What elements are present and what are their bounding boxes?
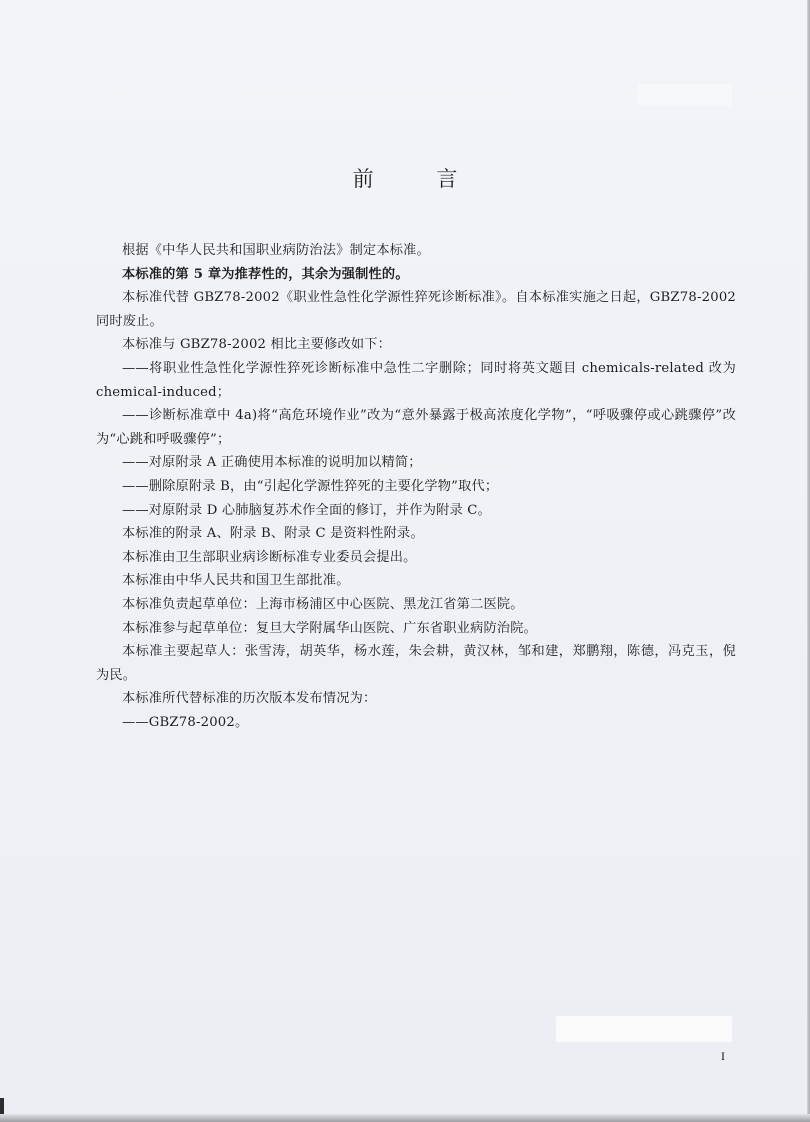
paragraph: 本标准负责起草单位：上海市杨浦区中心医院、黑龙江省第二医院。 [122,596,524,612]
faded-stamp-mark [638,84,732,106]
paragraph: 本标准由中华人民共和国卫生部批准。 [122,573,350,589]
paragraph: ——GBZ78-2002。 [122,714,249,730]
paragraph: 本标准代替 GBZ78-2002《职业性急性化学源性猝死诊断标准》。自本标准实施之日起，GBZ78-2002同时废止。 [96,290,736,329]
paragraph: 本标准由卫生部职业病诊断标准专业委员会提出。 [122,549,417,565]
paragraph: 本标准的附录 A、附录 B、附录 C 是资料性附录。 [122,526,424,542]
paragraph: ——对原附录 D 心肺脑复苏术作全面的修订，并作为附录 C。 [122,502,491,518]
paragraph: 本标准主要起草人：张雪涛，胡英华，杨水莲，朱会耕，黄汉林，邹和建，郑鹏翔，陈德，冯克玉，倪为民。 [96,644,736,683]
paragraph: 本标准所代替标准的历次版本发布情况为： [122,691,377,707]
scan-edge [0,1114,810,1122]
paragraph: 本标准参与起草单位：复旦大学附属华山医院、广东省职业病防治院。 [122,620,538,636]
faded-stamp-mark [556,1016,732,1042]
scan-edge [0,1098,4,1114]
paragraph-bold: 本标准的第 5 章为推荐性的，其余为强制性的。 [122,266,409,282]
paragraph: 根据《中华人民共和国职业病防治法》制定本标准。 [122,243,430,258]
paragraph: ——删除原附录 B，由“引起化学源性猝死的主要化学物”取代； [122,478,499,494]
paragraph: 本标准与 GBZ78-2002 相比主要修改如下： [122,337,392,353]
paragraph: ——诊断标准章中 4a)将“高危环境作业”改为“意外暴露于极高浓度化学物”，“呼吸骤停或心跳骤停”改为“心跳和呼吸骤停”； [96,408,736,447]
paragraph: ——对原附录 A 正确使用本标准的说明加以精简； [122,455,422,471]
foreword-body [96,239,736,734]
paragraph: ——将职业性急性化学源性猝死诊断标准中急性二字删除；同时将英文题目 chemicals-related 改为 chemical-induced； [96,360,736,400]
page-number: I [721,1049,725,1063]
page-title: 前 言 [352,167,486,191]
